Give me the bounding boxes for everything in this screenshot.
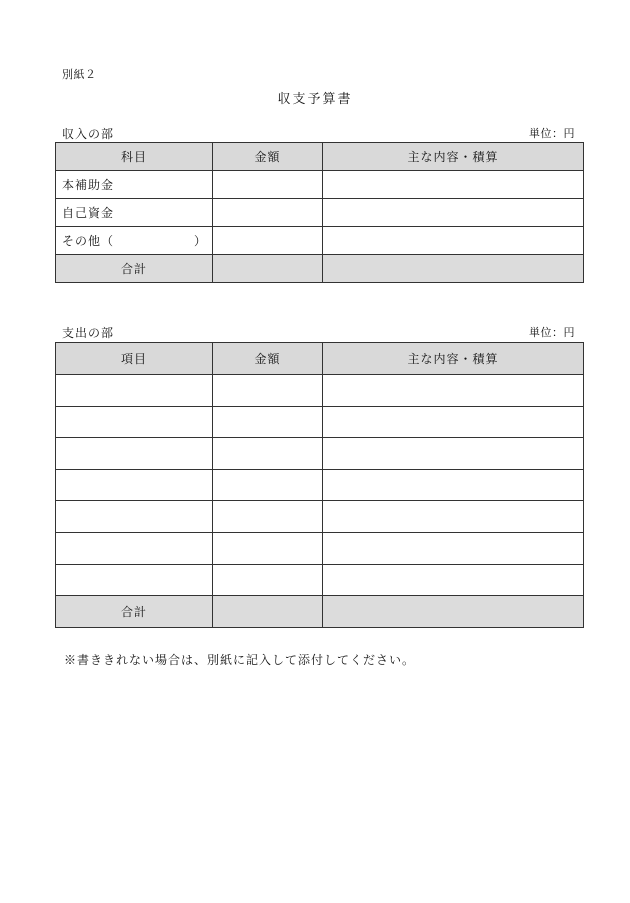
income-amount-cell[interactable] (213, 227, 323, 255)
expense-section-title: 支出の部 (62, 326, 115, 340)
income-amount-cell[interactable] (213, 199, 323, 227)
income-table (55, 142, 584, 283)
income-row-label: 自己資金 (56, 199, 213, 227)
income-details-cell[interactable] (323, 199, 584, 227)
expense-header-amount: 金額 (213, 343, 323, 375)
income-section-title: 収入の部 (62, 127, 115, 141)
income-row-own-funds (56, 199, 584, 227)
expense-unit-label: 単位：円 (529, 326, 575, 339)
expense-item-cell[interactable] (56, 532, 213, 564)
expense-details-cell[interactable] (323, 501, 584, 533)
expense-item-cell[interactable] (56, 501, 213, 533)
expense-amount-cell[interactable] (213, 532, 323, 564)
expense-item-cell[interactable] (56, 406, 213, 438)
income-header-amount: 金額 (213, 143, 323, 171)
expense-item-cell[interactable] (56, 438, 213, 470)
income-row-other (56, 227, 584, 255)
expense-item-cell[interactable] (56, 469, 213, 501)
expense-item-cell[interactable] (56, 375, 213, 407)
income-details-cell[interactable] (323, 171, 584, 199)
income-other-label: その他（ (62, 234, 115, 248)
expense-details-cell[interactable] (323, 375, 584, 407)
expense-total-label: 合計 (56, 596, 213, 628)
income-header-item: 科目 (56, 143, 213, 171)
expense-row (56, 564, 584, 596)
income-total-label: 合計 (56, 255, 213, 283)
expense-total-amount-cell[interactable] (213, 596, 323, 628)
expense-item-cell[interactable] (56, 564, 213, 596)
income-total-row (56, 255, 584, 283)
income-other-close: ） (193, 234, 206, 248)
expense-table (55, 342, 584, 628)
expense-amount-cell[interactable] (213, 375, 323, 407)
expense-row (56, 406, 584, 438)
income-total-details-cell (323, 255, 584, 283)
expense-row (56, 532, 584, 564)
expense-header-row (56, 343, 584, 375)
document-title: 収支予算書 (277, 92, 353, 107)
income-amount-cell[interactable] (213, 171, 323, 199)
expense-total-row (56, 596, 584, 628)
expense-row (56, 501, 584, 533)
expense-details-cell[interactable] (323, 564, 584, 596)
expense-amount-cell[interactable] (213, 406, 323, 438)
expense-amount-cell[interactable] (213, 501, 323, 533)
income-details-cell[interactable] (323, 227, 584, 255)
income-row-label: 本補助金 (56, 171, 213, 199)
expense-amount-cell[interactable] (213, 564, 323, 596)
income-total-amount-cell[interactable] (213, 255, 323, 283)
income-unit-label: 単位：円 (529, 127, 575, 140)
expense-amount-cell[interactable] (213, 469, 323, 501)
expense-header-item: 項目 (56, 343, 213, 375)
income-header-row (56, 143, 584, 171)
expense-header-details: 主な内容・積算 (323, 343, 584, 375)
expense-details-cell[interactable] (323, 469, 584, 501)
expense-amount-cell[interactable] (213, 438, 323, 470)
income-other-cell[interactable] (56, 227, 213, 255)
expense-details-cell[interactable] (323, 406, 584, 438)
expense-details-cell[interactable] (323, 532, 584, 564)
expense-row (56, 375, 584, 407)
income-header-details: 主な内容・積算 (323, 143, 584, 171)
expense-details-cell[interactable] (323, 438, 584, 470)
expense-row (56, 438, 584, 470)
attachment-label: 別紙２ (62, 68, 97, 81)
footnote: ※書ききれない場合は、別紙に記入して添付してください。 (64, 653, 416, 667)
expense-row (56, 469, 584, 501)
expense-total-details-cell (323, 596, 584, 628)
income-row-subsidy (56, 171, 584, 199)
